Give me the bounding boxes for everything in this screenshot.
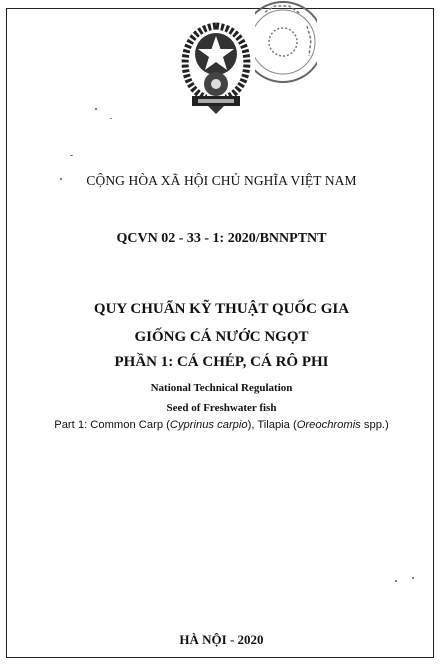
standard-code: QCVN 02 - 33 - 1: 2020/BNNPTNT xyxy=(116,231,327,246)
tilapia-latin-name: Oreochromis xyxy=(296,419,361,431)
scan-speck xyxy=(70,155,73,156)
official-seal-stamp xyxy=(255,0,317,110)
english-title-line-2: Seed of Freshwater fish xyxy=(166,402,277,414)
carp-latin-name: Cyprinus carpio xyxy=(169,419,248,431)
national-emblem-icon xyxy=(178,20,254,116)
title-line-2: GIỐNG CÁ NƯỚC NGỌT xyxy=(134,329,309,345)
scan-speck xyxy=(412,577,414,579)
title-line-3: PHẦN 1: CÁ CHÉP, CÁ RÔ PHI xyxy=(114,354,329,370)
english-part-line xyxy=(0,419,443,431)
part-prefix: Part 1: Common Carp ( xyxy=(54,419,170,431)
place-date-footer: HÀ NỘI - 2020 xyxy=(179,632,264,647)
title-line-1: QUY CHUẨN KỸ THUẬT QUỐC GIA xyxy=(93,301,350,317)
scan-speck xyxy=(110,118,112,119)
scan-speck xyxy=(395,580,397,582)
english-title-line-1: National Technical Regulation xyxy=(150,382,293,394)
scan-speck xyxy=(95,108,97,110)
country-header: CỘNG HÒA XÃ HỘI CHỦ NGHĨA VIỆT NAM xyxy=(86,173,357,188)
part-middle: ), Tilapia ( xyxy=(247,419,297,431)
part-suffix: spp.) xyxy=(360,419,389,431)
